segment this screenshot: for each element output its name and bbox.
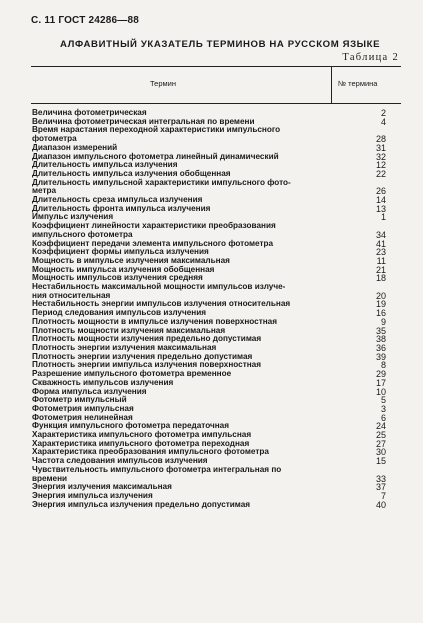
term-line: Диапазон импульсного фотометра линейный динамический <box>32 151 279 161</box>
term-number: 6 <box>380 412 386 423</box>
term-number: 11 <box>376 255 386 266</box>
term-line-continued: импульсного фотометра <box>32 229 133 239</box>
term-line: Величина фотометрическая <box>32 108 147 117</box>
term-number: 32 <box>375 151 386 162</box>
term-number: 4 <box>380 116 386 127</box>
term-line: Плотность мощности в импульсе излучения поверхностная <box>32 316 277 326</box>
term-line: Время нарастания переходной характеристики импульсного <box>32 125 281 135</box>
table-label: Таблица 2 <box>342 52 399 63</box>
term-number: 26 <box>375 186 386 197</box>
term-number: 40 <box>375 499 386 510</box>
term-line: Разрешение импульсного фотометра временное <box>32 369 232 379</box>
term-number: 19 <box>375 299 386 310</box>
term-line: Плотность мощности излучения максимальная <box>32 325 226 335</box>
term-number: 33 <box>375 473 386 484</box>
term-text <box>32 501 312 510</box>
term-text <box>32 222 312 239</box>
table-row <box>32 466 398 483</box>
term-line-continued: фотометра <box>32 134 77 144</box>
term-line: Мощность импульсов излучения средняя <box>32 273 203 283</box>
term-line: Частота следования импульсов излучения <box>32 456 208 466</box>
term-number: 39 <box>375 351 386 362</box>
term-number: 28 <box>375 134 386 145</box>
term-number: 2 <box>380 108 386 118</box>
term-number: 34 <box>375 229 386 240</box>
term-number: 13 <box>375 203 386 214</box>
term-line: Энергия импульса излучения предельно допустимая <box>32 499 251 509</box>
term-line: Характеристика импульсного фотометра переходная <box>32 438 250 448</box>
column-header-number: № термина <box>338 79 378 88</box>
term-number: 9 <box>380 316 386 327</box>
term-line: Плотность энергии импульса излучения поверхностная <box>32 360 261 370</box>
header-column-divider <box>331 66 332 103</box>
term-line: Длительность импульсной характеристики импульсного фото- <box>32 177 291 187</box>
term-number: 31 <box>375 142 386 153</box>
term-number: 24 <box>375 421 386 432</box>
term-number: 25 <box>375 430 386 441</box>
term-number: 37 <box>375 482 386 493</box>
term-line: Нестабильность энергии импульсов излучения относительная <box>32 299 291 309</box>
term-line: Длительность среза импульса излучения <box>32 195 203 205</box>
term-number: 35 <box>375 325 386 336</box>
term-line: Характеристика импульсного фотометра импульсная <box>32 430 252 440</box>
term-number: 1 <box>380 212 386 223</box>
table-row <box>32 501 398 510</box>
term-line: Диапазон измерений <box>32 142 118 152</box>
terms-list <box>32 109 398 509</box>
table-row <box>32 126 398 143</box>
term-line: Характеристика преобразования импульсного фотометра <box>32 447 269 457</box>
term-number: 15 <box>375 456 386 467</box>
term-line-continued: времени <box>32 473 68 483</box>
term-line: Чувствительность импульсного фотометра интегральная по <box>32 464 282 474</box>
term-line: Фотометрия импульсная <box>32 403 134 413</box>
term-line: Величина фотометрическая интегральная по времени <box>32 116 255 126</box>
term-line: Плотность энергии излучения максимальная <box>32 342 217 352</box>
term-number: 22 <box>375 168 386 179</box>
term-line: Фотометр импульсный <box>32 395 127 405</box>
term-number: 12 <box>375 160 386 171</box>
term-number: 20 <box>375 290 386 301</box>
term-line-continued: ния относительная <box>32 290 111 300</box>
term-text <box>32 179 312 196</box>
term-number: 41 <box>375 238 386 249</box>
term-line: Энергия импульса излучения <box>32 490 153 500</box>
term-line: Мощность в импульсе излучения максимальная <box>32 255 230 265</box>
page-title: АЛФАВИТНЫЙ УКАЗАТЕЛЬ ТЕРМИНОВ НА РУССКОМ ЯЗЫКЕ <box>60 39 381 50</box>
term-text <box>32 126 312 143</box>
term-line: Фотометрия нелинейная <box>32 412 133 422</box>
term-line: Плотность мощности излучения предельно допустимая <box>32 334 262 344</box>
term-number: 36 <box>375 342 386 353</box>
term-line: Период следования импульсов излучения <box>32 308 207 318</box>
term-number: 23 <box>375 247 386 258</box>
term-line: Функция импульсного фотометра передаточная <box>32 421 230 431</box>
table-row <box>32 179 398 196</box>
table-top-rule <box>31 66 401 67</box>
term-number: 5 <box>380 395 386 406</box>
term-line: Нестабильность максимальной мощности импульсов излуче- <box>32 282 286 292</box>
table-header-rule <box>31 103 401 104</box>
term-number: 29 <box>375 369 386 380</box>
term-number: 3 <box>380 403 386 414</box>
term-line-continued: метра <box>32 186 57 196</box>
term-line: Энергия излучения максимальная <box>32 482 172 492</box>
term-number: 27 <box>375 438 386 449</box>
term-number: 7 <box>380 490 386 501</box>
term-line: Коэффициент формы импульса излучения <box>32 247 209 257</box>
term-line: Коэффициент линейности характеристики преобразования <box>32 221 276 231</box>
term-number: 8 <box>380 360 386 371</box>
term-line: Мощность импульса излучения обобщенная <box>32 264 215 274</box>
column-header-term: Термин <box>150 79 176 88</box>
term-number: 38 <box>375 334 386 345</box>
term-text <box>32 283 312 300</box>
term-line: Длительность импульса излучения обобщенная <box>32 168 231 178</box>
term-number: 14 <box>375 195 386 206</box>
term-number: 17 <box>375 377 386 388</box>
term-line: Длительность импульса излучения <box>32 160 178 170</box>
term-line: Плотность энергии излучения предельно допустимая <box>32 351 253 361</box>
term-number: 21 <box>375 264 386 275</box>
term-line: Длительность фронта импульса излучения <box>32 203 211 213</box>
term-line: Форма импульса излучения <box>32 386 147 396</box>
term-number: 16 <box>375 308 386 319</box>
term-number: 10 <box>375 386 386 397</box>
term-line: Скважность импульсов излучения <box>32 377 174 387</box>
term-line: Коэффициент передачи элемента импульсного фотометра <box>32 238 274 248</box>
term-line: Импульс излучения <box>32 212 114 222</box>
running-header: С. 11 ГОСТ 24286—88 <box>31 15 140 26</box>
term-text <box>32 466 312 483</box>
table-row <box>32 222 398 239</box>
term-number: 18 <box>375 273 386 284</box>
table-row <box>32 283 398 300</box>
term-number: 30 <box>375 447 386 458</box>
